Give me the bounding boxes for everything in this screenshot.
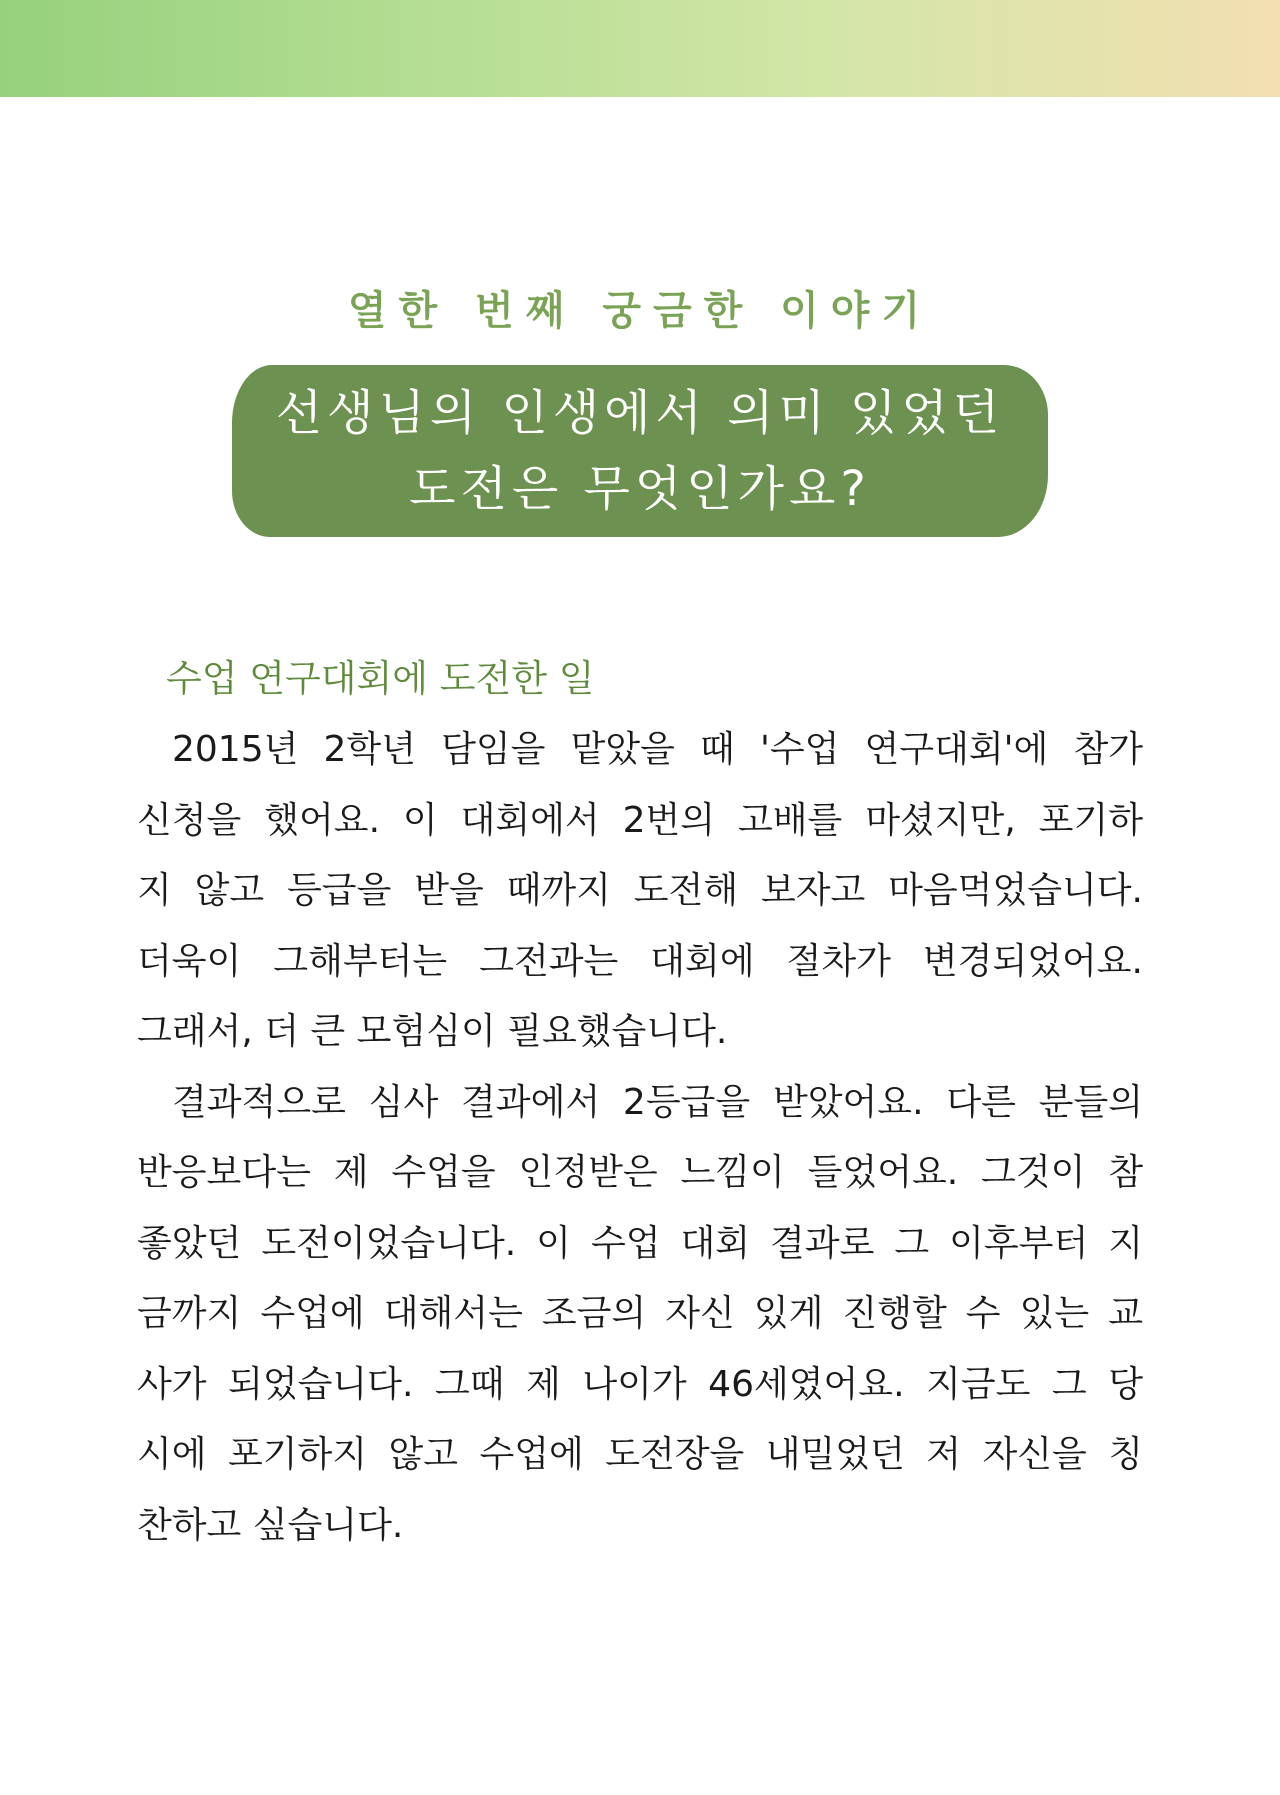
top-gradient-band: [0, 0, 1280, 97]
paragraph-line: 사가 되었습니다. 그때 제 나이가 46세였어요. 지금도 그 당: [137, 1364, 1143, 1405]
paragraph-line: 그래서, 더 큰 모험심이 필요했습니다.: [137, 1011, 728, 1052]
title-line-1: 선생님의 인생에서 의미 있었던: [275, 385, 1005, 441]
chapter-subtitle: 열한 번째 궁금한 이야기: [347, 288, 933, 334]
paragraph-line: 지 않고 등급을 받을 때까지 도전해 보자고 마음먹었습니다.: [137, 870, 1143, 911]
paragraph-line: 좋았던 도전이었습니다. 이 수업 대회 결과로 그 이후부터 지: [137, 1223, 1143, 1264]
paragraph-line: 찬하고 싶습니다.: [137, 1505, 404, 1546]
paragraph-line: 금까지 수업에 대해서는 조금의 자신 있게 진행할 수 있는 교: [137, 1293, 1143, 1334]
paragraph-line: 더욱이 그해부터는 그전과는 대회에 절차가 변경되었어요.: [137, 941, 1143, 982]
paragraph-line: 2015년 2학년 담임을 맡았을 때 '수업 연구대회'에 참가: [172, 729, 1143, 770]
section-heading: 수업 연구대회에 도전한 일: [166, 657, 595, 700]
paragraph-line: 신청을 했어요. 이 대회에서 2번의 고배를 마셨지만, 포기하: [137, 800, 1143, 841]
paragraph-line: 시에 포기하지 않고 수업에 도전장을 내밀었던 저 자신을 칭: [137, 1434, 1143, 1475]
paragraph-line: 결과적으로 심사 결과에서 2등급을 받았어요. 다른 분들의: [172, 1082, 1143, 1123]
paragraph-line: 반응보다는 제 수업을 인정받은 느낌이 들었어요. 그것이 참: [137, 1152, 1143, 1193]
title-line-2: 도전은 무엇인가요?: [409, 461, 871, 517]
title-banner: [232, 365, 1048, 537]
